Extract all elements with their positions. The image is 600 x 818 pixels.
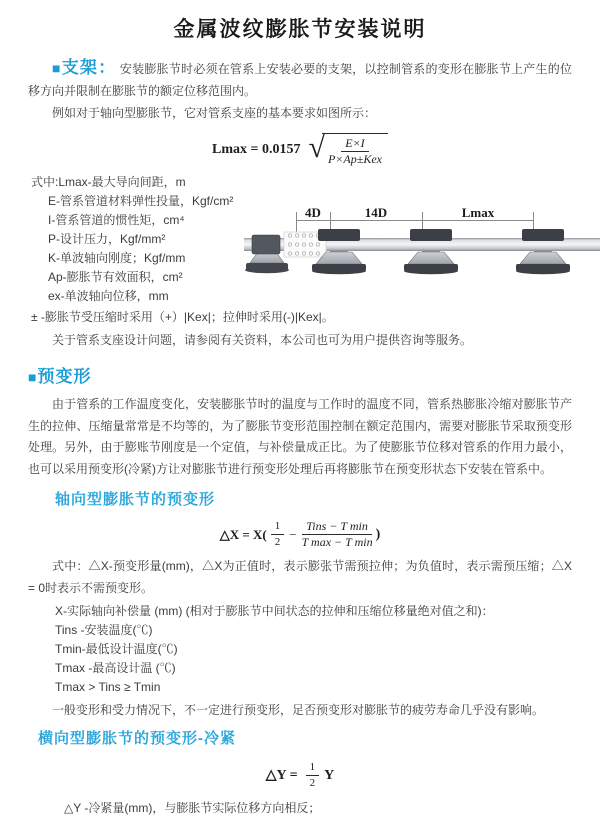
axial-formula-lhs: △X = X( bbox=[219, 526, 267, 542]
temp-fraction-denominator: T max − T min bbox=[301, 535, 373, 549]
x-definition-line: X-实际轴向补偿量 (mm) (相对于膨胀节中间状态的拉伸和压缩位移量绝对值之和)： bbox=[55, 604, 494, 618]
y-definition-line: △Y -冷紧量(mm)，与膨胀节实际位移方向相反； bbox=[64, 801, 321, 815]
definition-line: P-设计压力，Kgf/mm² bbox=[48, 232, 166, 246]
definition-line: Ap-膨胀节有效面积，cm² bbox=[48, 270, 183, 284]
section-square-icon: ■ bbox=[28, 369, 37, 385]
guide-support-icon bbox=[404, 229, 458, 274]
support-intro-paragraph bbox=[28, 57, 572, 102]
definition-line: E-管系管道材料弹性投量，Kgf/cm² bbox=[48, 194, 234, 208]
lateral-formula-rhs: Y bbox=[324, 767, 335, 783]
axial-subheading: 轴向型膨胀节的预变形 bbox=[55, 491, 216, 508]
temperature-fraction bbox=[302, 520, 373, 549]
plus-minus-note: ± -膨胀节受压缩时采用（+）|Kex|；拉伸时采用(-)|Kex|。 bbox=[31, 310, 334, 324]
lmax-formula bbox=[0, 133, 600, 166]
temp-line-tins: Tins -安装温度(℃) bbox=[55, 623, 153, 637]
support-example-line: 例如对于轴向型膨胀节，它对管系支座的基本要求如图所示： bbox=[52, 106, 377, 120]
radical-body bbox=[322, 133, 388, 166]
temp-line-tmax: Tmax -最高设计温 (℃) bbox=[55, 661, 176, 675]
minus-sign: − bbox=[289, 526, 297, 542]
half-numerator: 1 bbox=[271, 520, 285, 535]
lmax-formula-lhs: Lmax = 0.0157 bbox=[212, 141, 301, 157]
radical-group bbox=[309, 133, 388, 166]
one-half-fraction bbox=[306, 761, 320, 790]
guide-support-icon bbox=[516, 229, 570, 274]
temp-fraction-numerator: Tins − T min bbox=[302, 520, 372, 535]
definition-line: 式中:Lmax-最大导向间距，m bbox=[31, 175, 186, 189]
half-denominator: 2 bbox=[274, 536, 281, 548]
definition-line: I-管系管道的惯性矩，cm⁴ bbox=[48, 213, 185, 227]
axial-note-line: 一般变形和受力情况下，不一定进行预变形，足否预变形对膨胀节的疲劳寿命几乎没有影响。 bbox=[52, 703, 545, 717]
page-title: 金属波纹膨胀节安装说明 bbox=[173, 18, 427, 41]
definition-line: K-单波轴向刚度；Kgf/mm bbox=[48, 251, 186, 265]
dim-label-4d: 4D bbox=[305, 205, 321, 220]
definition-line: ex-单波轴向位移，mm bbox=[48, 289, 169, 303]
definitions-and-diagram bbox=[0, 173, 600, 306]
dim-label-14d: 14D bbox=[364, 205, 388, 220]
section-square-icon: ■ bbox=[52, 60, 61, 76]
axial-explain-paragraph: 式中：△X-预变形量(mm)，△X为正值时，表示膨张节需预拉伸；为负值时，表示需预压缩；△X = 0时表示不需预变形。 bbox=[28, 559, 572, 595]
pipe-support-diagram-svg bbox=[244, 205, 600, 297]
predeform-section-heading: 预变形 bbox=[37, 367, 92, 386]
axial-formula bbox=[0, 520, 600, 549]
temp-inequality-line: Tmax > Tins ≥ Tmin bbox=[55, 680, 161, 694]
predeform-heading-line bbox=[28, 365, 572, 390]
support-intro-text: 安装膨胀节时必须在管系上安装必要的支架，以控制管系的变形在膨胀节上产生的位移方向并限制在膨胀节的额定位移范围内。 bbox=[28, 62, 572, 98]
one-half-fraction bbox=[271, 520, 285, 549]
half-numerator: 1 bbox=[306, 761, 320, 776]
close-paren: ) bbox=[375, 526, 381, 542]
consult-note: 关于管系支座设计问题，请参阅有关资料，本公司也可为用户提供咨询等服务。 bbox=[52, 333, 473, 347]
lmax-fraction-numerator: E×I bbox=[341, 137, 368, 152]
temp-line-tmin: Tmin-最低设计温度(℃) bbox=[55, 642, 178, 656]
support-section-heading: 支架： bbox=[61, 58, 117, 77]
lateral-subheading: 横向型膨胀节的预变形-冷紧 bbox=[38, 730, 236, 747]
predeform-paragraph: 由于管系的工作温度变化，安装膨胀节时的温度与工作时的温度不同，管系热膨胀冷缩对膨胀节产生的拉伸、压缩量常常是不均等的，为了膨胀节变形范围控制在额定范围内，需要对膨胀节采取预变形处理。另外，由于膨账节刚度是一个定值，与补偿量成正比。为了使膨胀节位移对管系的作用力最小，也可以采用预变形(冷紧)方让对膨胀节进行预变形处理后再将膨胀节在预变形状态下安装在管系中。 bbox=[28, 397, 572, 476]
lateral-formula bbox=[0, 761, 600, 790]
pipe-support-diagram bbox=[244, 205, 600, 297]
lateral-formula-lhs: △Y = bbox=[265, 768, 298, 783]
half-denominator: 2 bbox=[309, 777, 316, 789]
lmax-fraction bbox=[328, 137, 382, 166]
dim-label-lmax: Lmax bbox=[461, 205, 495, 220]
radical-sign: √ bbox=[308, 131, 325, 164]
lmax-fraction-denominator: P×Ap±Kex bbox=[327, 152, 382, 166]
